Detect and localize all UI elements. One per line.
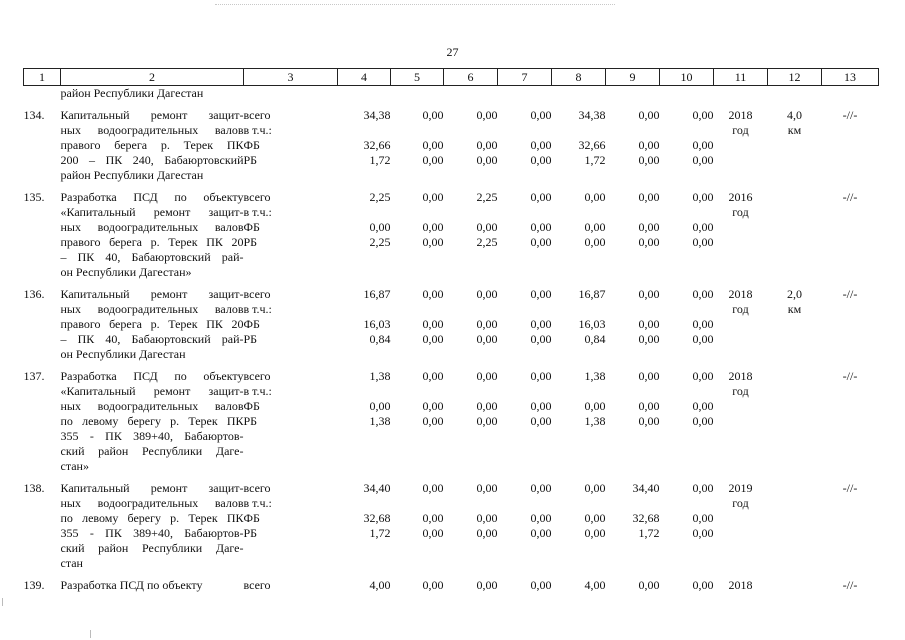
amount-cell: 0,00 [422,153,444,167]
amount-cell: 0,00 [638,108,660,122]
amount-cell: 0,84 [369,332,391,346]
amount-cell: 1,38 [369,369,391,383]
column-header: 4 [338,69,391,86]
amount-cell: 2,25 [369,235,391,249]
amount-cell: 0,00 [369,220,391,234]
amount-cell: 1,72 [584,153,606,167]
object-name-line: 355 - ПК 389+40, Бабаюртов- [60,526,244,540]
amount-cell: 0,00 [692,235,714,249]
capacity-value [768,205,822,220]
amount-cell: 0,00 [638,317,660,331]
continuation-row [24,86,879,102]
amount-cell: 0,00 [638,235,660,249]
capacity-value [768,369,822,384]
object-name-line: ных водооградительных валов [60,220,244,234]
capacity-value [768,578,822,593]
object-name-line: – ПК 40, Бабаюртовский рай- [60,250,244,264]
table-row [24,108,879,183]
object-name-line: Капитальный ремонт защит- [60,481,244,495]
amount-cell: 0,00 [692,369,714,383]
table-row [24,481,879,571]
object-name-line: – ПК 40, Бабаюртовский рай- [60,332,244,346]
amount-cell: 0,00 [638,332,660,346]
amount-cell: 0,00 [584,220,606,234]
amount-cell: 0,00 [530,108,552,122]
object-name-line: ных водооградительных валов [60,496,244,510]
amount-cell: 0,00 [476,332,498,346]
amount-cell: 0,00 [476,138,498,152]
amount-cell: 0,00 [422,220,444,234]
continuation-text: район Республики Дагестан [60,86,204,100]
column-header: 7 [498,69,552,86]
ditto-mark: -//- [842,481,858,495]
amount-cell: 0,00 [530,138,552,152]
amount-cell: 0,00 [530,399,552,413]
object-name-line: ский район Республики Даге- [60,444,244,458]
amount-cell: 0,00 [530,481,552,495]
column-header: 6 [444,69,498,86]
amount-cell: 0,00 [692,578,714,592]
amount-cell: 0,00 [692,220,714,234]
object-name-line: правого берега р. Терек ПК 20 [60,317,244,331]
amount-cell: 0,00 [530,287,552,301]
column-header: 11 [714,69,768,86]
row-number: 138. [23,481,45,495]
amount-cell: 0,00 [422,369,444,383]
amount-cell: 1,72 [369,153,391,167]
object-name-line: район Республики Дагестан [60,168,204,182]
funding-source: РБ [243,332,258,346]
object-name-line: Разработка ПСД по объекту [60,578,203,592]
ditto-mark: -//- [842,578,858,592]
program-table [23,68,879,593]
table-row [24,578,879,593]
amount-cell: 16,87 [578,287,606,301]
object-name-line: ский район Республики Даге- [60,541,244,555]
amount-cell: 0,00 [692,481,714,495]
column-header: 1 [24,69,61,86]
object-name-line: правого берега р. Терек ПК 20 [60,235,244,249]
funding-source: всего [243,369,271,383]
object-name-line: 200 – ПК 240, Бабаюртовский [60,153,244,167]
amount-cell: 0,00 [369,399,391,413]
page-number: 27 [446,45,459,59]
capacity-value [768,190,822,205]
object-name-line: правого берега р. Терек ПК [60,138,244,152]
funding-source: ФБ [243,220,260,234]
ditto-mark: -//- [842,108,858,122]
object-name-line: Капитальный ремонт защит- [60,287,244,301]
funding-source: РБ [243,153,258,167]
funding-source: ФБ [243,138,260,152]
row-number: 135. [23,190,45,204]
amount-cell: 0,00 [530,526,552,540]
funding-source: РБ [243,235,258,249]
amount-cell: 2,25 [476,190,498,204]
amount-cell: 0,00 [584,235,606,249]
amount-cell: 0,00 [638,287,660,301]
amount-cell: 0,00 [692,526,714,540]
table-row [24,287,879,362]
amount-cell: 0,00 [422,481,444,495]
completion-year: 2018 [728,108,753,122]
object-name-line: «Капитальный ремонт защит- [60,384,244,398]
object-name-line: «Капитальный ремонт защит- [60,205,244,219]
amount-cell: 0,00 [422,578,444,592]
funding-source: в т.ч.: [243,496,272,510]
amount-cell: 0,00 [422,138,444,152]
row-number: 137. [23,369,45,383]
amount-cell: 0,00 [638,369,660,383]
completion-year: 2019 [728,481,753,495]
object-name-line: стан [60,556,83,570]
amount-cell: 1,38 [584,414,606,428]
capacity-value [768,496,822,511]
amount-cell: 0,00 [422,287,444,301]
funding-source: всего [243,190,271,204]
capacity-value [768,481,822,496]
completion-year: год [732,302,749,316]
amount-cell: 0,00 [638,414,660,428]
scan-artifact-mark [2,598,3,606]
column-number-row [24,69,879,86]
completion-year: 2016 [728,190,753,204]
completion-year: 2018 [728,287,753,301]
object-name-line: ных водооградительных валов [60,123,244,137]
amount-cell: 32,68 [363,511,391,525]
amount-cell: 34,40 [363,481,391,495]
amount-cell: 0,00 [476,369,498,383]
amount-cell: 0,00 [692,108,714,122]
funding-source: всего [243,287,271,301]
amount-cell: 0,00 [476,220,498,234]
ditto-mark: -//- [842,369,858,383]
amount-cell: 0,00 [530,414,552,428]
completion-year: год [732,384,749,398]
amount-cell: 0,00 [476,578,498,592]
object-name-line: ных водооградительных валов [60,399,244,413]
funding-source: в т.ч.: [243,123,272,137]
amount-cell: 0,00 [530,369,552,383]
amount-cell: 0,00 [422,317,444,331]
amount-cell: 0,00 [530,332,552,346]
funding-source: в т.ч.: [243,302,272,316]
amount-cell: 0,00 [638,399,660,413]
amount-cell: 0,00 [476,108,498,122]
amount-cell: 0,00 [692,399,714,413]
funding-source: всего [243,108,271,122]
amount-cell: 1,72 [638,526,660,540]
amount-cell: 0,00 [422,235,444,249]
object-name-line: Разработка ПСД по объекту [60,369,244,383]
amount-cell: 0,00 [530,578,552,592]
object-name-line: 355 - ПК 389+40, Бабаюртов- [60,429,244,443]
object-name-line: Разработка ПСД по объекту [60,190,244,204]
amount-cell: 16,03 [578,317,606,331]
amount-cell: 0,00 [476,414,498,428]
amount-cell: 1,38 [584,369,606,383]
object-name-line: по левому берегу р. Терек ПК [60,511,244,525]
scan-artifact-mark [90,630,91,638]
object-name-line: стан» [60,459,89,473]
amount-cell: 0,00 [638,138,660,152]
amount-cell: 4,00 [369,578,391,592]
scan-artifact-line [215,4,615,5]
funding-source: всего [243,578,271,592]
amount-cell: 0,00 [638,190,660,204]
amount-cell: 0,00 [422,511,444,525]
amount-cell: 0,00 [476,526,498,540]
amount-cell: 0,00 [422,190,444,204]
amount-cell: 0,00 [692,414,714,428]
amount-cell: 34,38 [578,108,606,122]
capacity-value: км [787,302,802,316]
amount-cell: 4,00 [584,578,606,592]
amount-cell: 2,25 [476,235,498,249]
column-header: 5 [391,69,444,86]
amount-cell: 0,00 [530,317,552,331]
amount-cell: 32,68 [632,511,660,525]
amount-cell: 0,00 [638,578,660,592]
amount-cell: 0,00 [422,526,444,540]
amount-cell: 0,00 [584,511,606,525]
amount-cell: 0,00 [422,332,444,346]
column-header: 10 [660,69,714,86]
amount-cell: 0,00 [692,138,714,152]
amount-cell: 0,00 [422,414,444,428]
amount-cell: 0,00 [476,399,498,413]
capacity-value: 2,0 [787,287,802,301]
amount-cell: 0,00 [476,153,498,167]
amount-cell: 16,87 [363,287,391,301]
row-number: 134. [23,108,45,122]
amount-cell: 0,00 [692,332,714,346]
amount-cell: 0,00 [530,190,552,204]
table-row [24,190,879,280]
column-header: 3 [244,69,338,86]
completion-year: 2018 [728,369,753,383]
completion-year: 2018 [728,578,753,592]
funding-source: РБ [243,414,258,428]
amount-cell: 0,00 [530,153,552,167]
capacity-value: 4,0 [787,108,802,122]
amount-cell: 32,66 [363,138,391,152]
amount-cell: 0,00 [638,153,660,167]
amount-cell: 0,00 [584,190,606,204]
column-header: 13 [822,69,879,86]
amount-cell: 0,00 [530,235,552,249]
amount-cell: 0,00 [584,399,606,413]
object-name-line: Капитальный ремонт защит- [60,108,244,122]
column-header: 2 [61,69,244,86]
amount-cell: 0,00 [476,317,498,331]
completion-year: год [732,123,749,137]
funding-source: ФБ [243,399,260,413]
amount-cell: 0,00 [584,481,606,495]
funding-source: РБ [243,526,258,540]
object-name-line: он Республики Дагестан [60,347,186,361]
amount-cell: 0,00 [530,511,552,525]
amount-cell: 0,00 [476,481,498,495]
object-name-line: по левому берегу р. Терек ПК [60,414,244,428]
amount-cell: 34,38 [363,108,391,122]
amount-cell: 0,00 [422,108,444,122]
amount-cell: 0,00 [692,287,714,301]
column-header: 8 [552,69,606,86]
funding-source: ФБ [243,511,260,525]
ditto-mark: -//- [842,287,858,301]
object-name-line: он Республики Дагестан» [60,265,192,279]
amount-cell: 1,38 [369,414,391,428]
ditto-mark: -//- [842,190,858,204]
amount-cell: 0,00 [476,287,498,301]
amount-cell: 0,00 [692,190,714,204]
amount-cell: 1,72 [369,526,391,540]
amount-cell: 0,00 [638,220,660,234]
amount-cell: 0,00 [692,153,714,167]
capacity-value: км [787,123,802,137]
funding-source: в т.ч.: [243,384,272,398]
amount-cell: 2,25 [369,190,391,204]
funding-source: всего [243,481,271,495]
capacity-value [768,384,822,399]
amount-cell: 34,40 [632,481,660,495]
amount-cell: 0,00 [692,317,714,331]
column-header: 12 [768,69,822,86]
object-name-line: ных водооградительных валов [60,302,244,316]
amount-cell: 0,00 [692,511,714,525]
amount-cell: 0,00 [530,220,552,234]
amount-cell: 0,00 [476,511,498,525]
amount-cell: 32,66 [578,138,606,152]
completion-year: год [732,496,749,510]
row-number: 139. [23,578,45,592]
completion-year: год [732,205,749,219]
row-number: 136. [23,287,45,301]
amount-cell: 0,00 [584,526,606,540]
amount-cell: 0,84 [584,332,606,346]
funding-source: ФБ [243,317,260,331]
table-row [24,369,879,474]
funding-source: в т.ч.: [243,205,272,219]
column-header: 9 [606,69,660,86]
amount-cell: 16,03 [363,317,391,331]
amount-cell: 0,00 [422,399,444,413]
